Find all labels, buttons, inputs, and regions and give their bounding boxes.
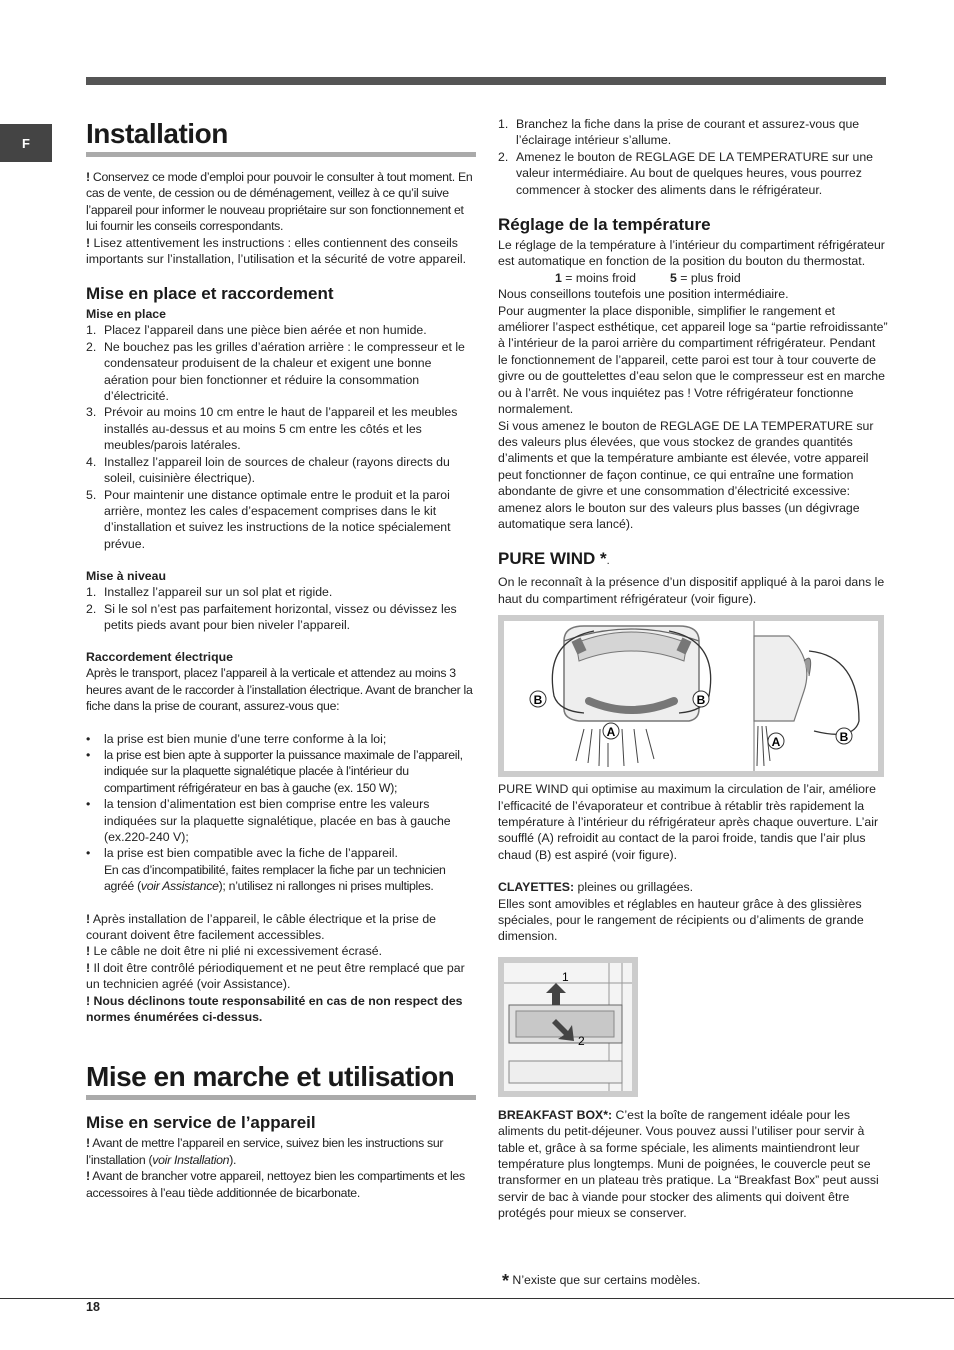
pure-wind-description: PURE WIND qui optimise au maximum la circulation de l’air, améliore l’efficacité de l’évaporateur et contribue à rétablir très rapidement la température à l’intérieur du réfrigérateur après chaque ouverture. L’air soufflé (A) refroidit au contact de la paroi froide, tandis que l’air plus chaud (B) est aspiré (voir figure). <box>498 782 879 862</box>
intro-paragraph <box>86 169 476 235</box>
title-installation: Installation <box>86 118 228 149</box>
thermostat-scale: 1 = moins froid 5 = plus froid <box>555 270 741 285</box>
title-underline <box>86 1095 476 1100</box>
subheading-mise-a-niveau: Mise à niveau <box>86 569 166 584</box>
footer-rule <box>0 1298 954 1299</box>
list-item: • la tension d’alimentation est bien comprise entre les valeurs indiquées sur la plaquette signalétique, placée en bas à gauche (ex.220-240 V); <box>86 797 451 844</box>
figure-label-a: A <box>771 735 781 750</box>
clayettes-line: CLAYETTES: pleines ou grillagées. <box>498 880 694 895</box>
footnote: * N’existe que sur certains modèles. <box>502 1271 701 1291</box>
mise-a-niveau-list <box>86 584 476 633</box>
list-item: 2. Ne bouchez pas les grilles d’aération arrière : le compresseur et le condensateur produisent de la chaleur et exigent une bonne aération pour bien fonctionner et réduire la consommation d’électricité. <box>86 339 465 404</box>
mise-en-place-list <box>86 322 476 552</box>
title-underline <box>86 152 476 157</box>
pure-wind-illustration <box>504 621 878 771</box>
list-item: • la prise est bien compatible avec la fiche de l’appareil. En cas d’incompatibilité, faites remplacer la fiche par un technicien agréé (voir Assistance); n’utilisez ni rallonges ni prises multiples. <box>86 846 446 894</box>
subheading-mise-en-place: Mise en place <box>86 307 166 322</box>
figure-label-b: B <box>839 730 849 745</box>
shelf-illustration <box>504 963 632 1091</box>
language-tab <box>0 124 52 162</box>
list-item: • la prise est bien munie d’une terre conforme à la loi; <box>86 731 387 746</box>
startup-steps <box>498 116 888 198</box>
list-item: 2. Si le sol n’est pas parfaitement horizontal, vissez ou dévissez les petits pieds avant pour bien niveler l’appareil. <box>86 601 457 632</box>
intro-text: Conservez ce mode d’emploi pour pouvoir le consulter à tout moment. En cas de vente, de cession ou de déménagement, veillez à ce qu’il suive l’appareil pour informer le nouveau propriétaire sur son fonctionnement et lui fournir les conseils correspondants. <box>86 170 473 234</box>
figure-label-b: B <box>533 693 543 708</box>
warning-mark: ! <box>86 170 90 184</box>
intro-text: Lisez attentivement les instructions : elles contiennent des conseils importants sur l’installation, l’utilisation et la sécurité de votre appareil. <box>86 235 467 267</box>
intro-paragraph <box>86 235 476 268</box>
page-number: 18 <box>86 1300 100 1314</box>
list-item: 4. Installez l’appareil loin de sources de chaleur (rayons directs du soleil, cuisinière électrique). <box>86 454 450 486</box>
language-tab-label: F <box>22 135 30 151</box>
list-item: 1. Placez l’appareil dans une pièce bien aérée et non humide. <box>86 323 427 338</box>
warning-disclaimer: ! Nous déclinons toute responsabilité en cas de non respect des normes énumérées ci-dessus. <box>86 993 463 1025</box>
list-item: 1. Branchez la fiche dans la prise de courant et assurez-vous que l’éclairage intérieur s’allume. <box>498 117 860 148</box>
raccordement-text: Après le transport, placez l’appareil à la verticale et attendez au moins 3 heures avant de le raccorder à l’installation électrique. Avant de brancher la fiche dans la prise de courant, assurez-vous que: <box>86 666 473 714</box>
heading-mise-en-place-raccordement: Mise en place et raccordement <box>86 284 334 304</box>
warnings-block <box>86 911 476 1026</box>
list-item: 2. Amenez le bouton de REGLAGE DE LA TEMPERATURE sur une valeur intermédiaire. Au bout de quelques heures, vous pourrez commencer à stocker des aliments dans le réfrigérateur. <box>498 149 873 197</box>
top-rule <box>86 77 886 85</box>
left-column <box>86 116 476 1201</box>
list-item: • la prise est bien apte à supporter la puissance maximale de l’appareil, indiquée sur la plaquette signalétique placée à l’intérieur du compartiment réfrigérateur en bas à gauche (ex. 150 W); <box>86 747 463 795</box>
shelf-label-1: 1 <box>562 969 569 984</box>
warning-mark: ! <box>86 235 91 250</box>
figure-label-a: A <box>606 725 616 740</box>
service-paragraph: ! Avant de brancher votre appareil, nettoyez bien les compartiments et les accessoires à l’eau tiède additionnée de bicarbonate. <box>86 1169 465 1200</box>
warning-paragraph: ! Le câble ne doit être ni plié ni excessivement écrasé. <box>86 944 382 959</box>
intro-block <box>86 169 476 267</box>
warning-paragraph: ! Après installation de l’appareil, le câble électrique et la prise de courant doivent être facilement accessibles. <box>86 911 436 943</box>
breakfast-box-paragraph: BREAKFAST BOX*: C’est la boîte de rangement idéale pour les aliments du petit-déjeuner. Vous pouvez aussi l’utiliser pour servir à table et, grâce à sa forme spéciale, les aliments maintiendront leur température plus longtemps. Muni de poignées, le couvercle peut se transformer en un plateau très pratique. La “Breakfast Box” peut aussi servir de bac à viande pour stocker des aliments qui doivent être protégés pour mieux se conserver. <box>498 1107 879 1221</box>
incompat-note: En cas d’incompatibilité, faites remplacer la fiche par un technicien agréé (voir Assistance); n’utilisez ni rallonges ni prises multiples. <box>104 862 446 894</box>
figure-label-b: B <box>696 693 706 708</box>
shelf-label-2: 2 <box>578 1033 585 1048</box>
service-paragraph: ! Avant de mettre l’appareil en service, suivez bien les instructions sur l’installation (voir Installation). <box>86 1136 444 1167</box>
title-mise-en-marche: Mise en marche et utilisation <box>86 1061 455 1093</box>
warning-paragraph: ! Il doit être contrôlé périodiquement et ne peut être remplacé que par un technicien agréé (voir Assistance). <box>86 960 465 992</box>
heading-pure-wind: PURE WIND *. <box>498 549 610 569</box>
heading-mise-en-service: Mise en service de l’appareil <box>86 1113 316 1133</box>
list-item: 3. Prévoir au moins 10 cm entre le haut de l’appareil et les meubles installés au-dessus et au moins 5 cm entre les côtés et les meubles/parois latérales. <box>86 405 458 453</box>
list-item: 1. Installez l’appareil sur un sol plat et rigide. <box>86 585 333 600</box>
pure-wind-figure <box>498 615 884 777</box>
shelf-figure <box>498 957 638 1097</box>
heading-reglage: Réglage de la température <box>498 215 711 235</box>
raccordement-list <box>86 731 476 895</box>
right-column <box>498 116 888 1222</box>
reglage-advice: Nous conseillons toutefois une position intermédiaire. <box>498 287 789 302</box>
reglage-paragraph: Si vous amenez le bouton de REGLAGE DE LA TEMPERATURE sur des valeurs plus élevées, que vous stockez de grandes quantités d’aliments et que la température ambiante est élevée, votre appareil peut fonctionner de façon continue, ce qui entraîne une formation abondante de givre et une consommation d’électricité excessive: amenez alors le bouton sur des valeurs plus basses (un dégivrage automatique sera lancé). <box>498 418 874 531</box>
reglage-paragraph: Pour augmenter la place disponible, simplifier le rangement et améliorer l’aspect esthétique, cet appareil loge sa “partie refroidissante” à l’intérieur de la paroi arrière du compartiment réfrigérateur. Pendant le fonctionnement de l’appareil, cette paroi est tour à tour couverte de givre ou de gouttelettes d’eau selon que le compresseur est en marche ou à l’arrêt. Ne vous inquiétez pas ! Votre réfrigérateur fonctionne normalement. <box>498 303 888 417</box>
list-item: 5. Pour maintenir une distance optimale entre le produit et la paroi arrière, montez les cales d’espacement comprises dans le kit d’installation et suivez les instructions de la notice spécialement prévue. <box>86 487 451 551</box>
clayettes-description: Elles sont amovibles et réglables en hauteur grâce à des glissières spéciales, pour le rangement de récipients ou d’aliments de grande dimension. <box>498 896 864 944</box>
subheading-raccordement: Raccordement électrique <box>86 650 233 665</box>
reglage-text: Le réglage de la température à l’intérieur du compartiment réfrigérateur est automatique en fonction de la position du bouton du thermostat. <box>498 238 885 269</box>
pure-wind-text: On le reconnaît à la présence d’un dispositif appliqué à la paroi dans le haut du compartiment réfrigérateur (voir figure). <box>498 575 885 606</box>
